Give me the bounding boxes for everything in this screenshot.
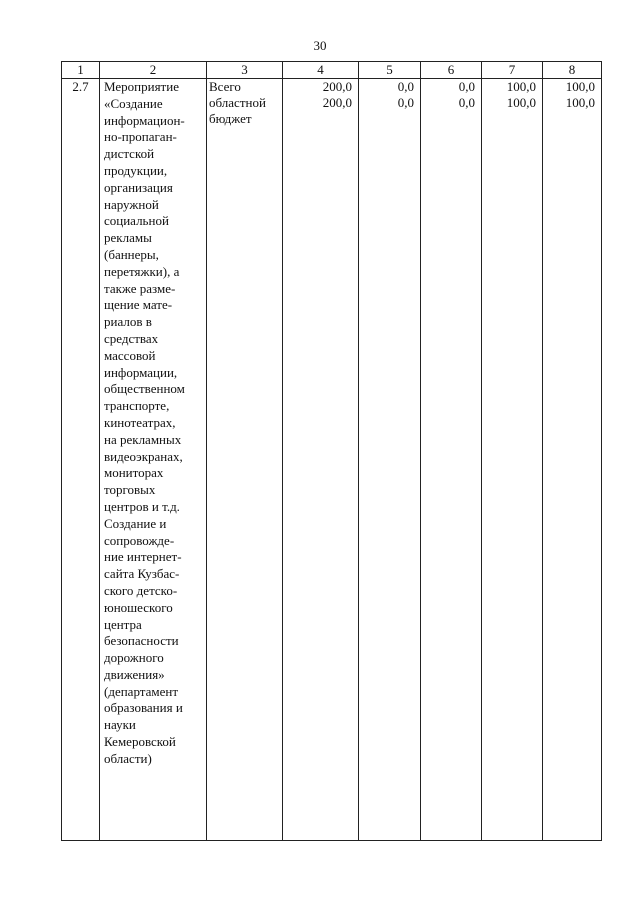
description-line: массовой xyxy=(104,347,156,363)
description-line: области) xyxy=(104,750,152,766)
funding-source xyxy=(207,79,283,841)
row-number: 2.7 xyxy=(62,79,100,841)
description-line: информацион- xyxy=(104,112,185,128)
description-line: Мероприятие xyxy=(104,79,179,94)
description-line: дорожного xyxy=(104,650,164,666)
description-line: щение мате- xyxy=(104,297,173,313)
description-line: но-пропаган- xyxy=(104,129,177,145)
value-column-4 xyxy=(283,79,359,841)
description-line: риалов в xyxy=(104,314,152,330)
description-line: «Создание xyxy=(104,95,163,111)
description-line: на рекламных xyxy=(104,431,182,447)
table-row xyxy=(62,79,602,841)
description-line: центров и т.д. xyxy=(104,498,180,514)
description-line: образования и xyxy=(104,700,183,716)
description-line: сопровожде- xyxy=(104,532,175,548)
description-line: социальной xyxy=(104,213,169,229)
value-regional: 100,0 xyxy=(565,95,595,110)
description-line: движения» xyxy=(104,666,165,682)
column-header-5: 5 xyxy=(359,62,421,79)
page-number: 30 xyxy=(313,38,327,53)
description-line: транспорте, xyxy=(104,398,170,414)
description-line: торговых xyxy=(104,482,156,498)
description-line: центра xyxy=(104,616,142,632)
description-line: Кемеровской xyxy=(104,734,176,750)
description-line: дистской xyxy=(104,146,155,162)
value-total: 100,0 xyxy=(565,79,595,94)
value-regional: 100,0 xyxy=(506,95,536,110)
description-line: ского детско- xyxy=(104,582,178,598)
description-line: науки xyxy=(104,717,136,733)
description-line: наружной xyxy=(104,196,159,212)
funding-source-regional: областной xyxy=(209,95,266,110)
activity-description xyxy=(100,79,207,841)
description-line: также разме- xyxy=(104,280,176,296)
column-header-2: 2 xyxy=(100,62,207,79)
funding-source-regional: бюджет xyxy=(209,111,252,126)
description-line: Создание и xyxy=(104,515,167,531)
header-row xyxy=(62,62,602,79)
value-total: 0,0 xyxy=(397,79,414,94)
value-regional: 200,0 xyxy=(322,95,352,110)
description-line: общественном xyxy=(104,381,185,397)
column-header-3: 3 xyxy=(207,62,283,79)
value-regional: 0,0 xyxy=(397,95,414,110)
column-header-6: 6 xyxy=(421,62,482,79)
column-header-8: 8 xyxy=(543,62,602,79)
value-column-8 xyxy=(543,79,602,841)
description-line: продукции, xyxy=(104,162,168,178)
description-line: средствах xyxy=(104,330,159,346)
value-total: 100,0 xyxy=(506,79,536,94)
funding-source-total: Всего xyxy=(209,79,241,94)
value-total: 200,0 xyxy=(322,79,352,94)
description-line: организация xyxy=(104,179,173,195)
value-column-6 xyxy=(421,79,482,841)
value-total: 0,0 xyxy=(458,79,475,94)
column-header-7: 7 xyxy=(482,62,543,79)
description-line: мониторах xyxy=(104,465,164,481)
value-column-7 xyxy=(482,79,543,841)
column-header-4: 4 xyxy=(283,62,359,79)
description-line: юношеского xyxy=(104,599,173,615)
value-regional: 0,0 xyxy=(458,95,475,110)
description-line: рекламы xyxy=(104,230,152,246)
description-line: ние интернет- xyxy=(104,549,182,565)
description-line: безопасности xyxy=(104,633,179,649)
budget-table xyxy=(61,61,602,841)
value-column-5 xyxy=(359,79,421,841)
description-line: (департамент xyxy=(104,683,179,699)
description-line: кинотеатрах, xyxy=(104,414,176,430)
description-line: видеоэкранах, xyxy=(104,448,183,464)
description-line: сайта Кузбас- xyxy=(104,566,180,582)
column-header-1: 1 xyxy=(62,62,100,79)
description-line: перетяжки), а xyxy=(104,263,180,279)
description-line: информации, xyxy=(104,364,178,380)
description-line: (баннеры, xyxy=(104,246,159,262)
